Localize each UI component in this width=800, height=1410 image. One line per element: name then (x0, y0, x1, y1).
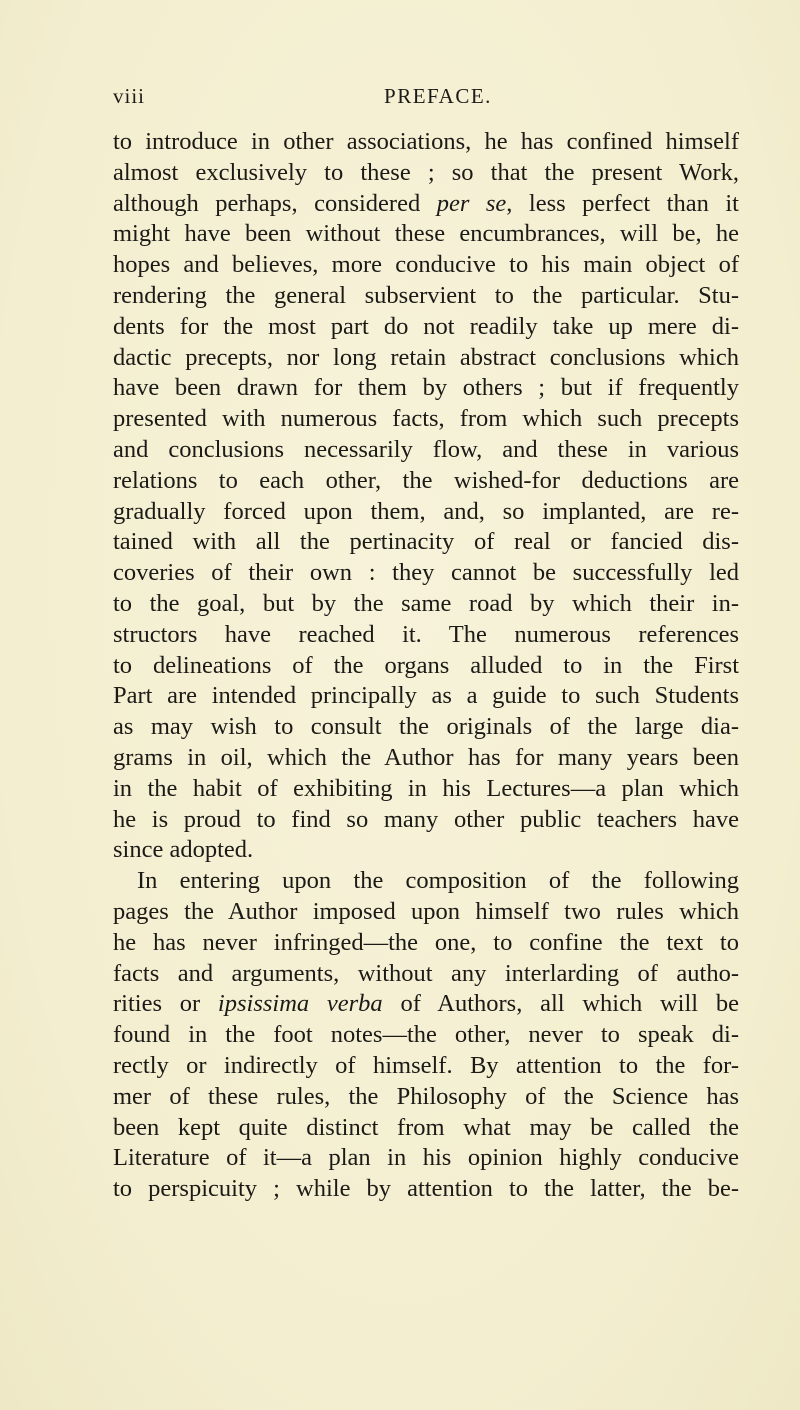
text-line: mer of these rules, the Philosophy of the Science has (113, 1082, 739, 1110)
text-line: Literature of it—a plan in his opinion highly conducive (113, 1144, 739, 1172)
page-header (113, 84, 733, 116)
text-line: dents for the most part do not readily take up mere di- (113, 312, 739, 340)
text-line: facts and arguments, without any interlarding of autho- (113, 959, 739, 987)
text-line: been kept quite distinct from what may be called the (113, 1113, 739, 1141)
text-line: Part are intended principally as a guide to such Students (113, 682, 739, 710)
text-line: to perspicuity ; while by attention to the latter, the be- (113, 1175, 739, 1203)
running-head: PREFACE. (384, 84, 492, 108)
text-line: dactic precepts, nor long retain abstract conclusions which (113, 343, 739, 371)
text-line: as may wish to consult the originals of the large dia- (113, 713, 739, 741)
text-line: hopes and believes, more conducive to his main object of (113, 251, 739, 279)
text-line: presented with numerous facts, from which such precepts (113, 405, 739, 433)
text-line: relations to each other, the wished-for deductions are (113, 466, 739, 494)
text-line: he has never infringed—the one, to confine the text to (113, 928, 739, 956)
italic-phrase: per se (436, 189, 507, 217)
body-text (113, 127, 739, 1205)
text-line: to delineations of the organs alluded to in the First (113, 651, 739, 679)
text-line: rectly or indirectly of himself. By attention to the for- (113, 1051, 739, 1079)
text-line: he is proud to find so many other public teachers have (113, 805, 739, 833)
text-line: coveries of their own : they cannot be successfully led (113, 559, 739, 587)
italic-phrase: ipsissima verba (217, 990, 383, 1018)
text-line: might have been without these encumbrances, will be, he (113, 220, 739, 248)
text-line: in the habit of exhibiting in his Lectures—a plan which (113, 774, 739, 802)
text-line: rities or ipsissima verba of Authors, all which will be (113, 990, 739, 1018)
text-line: rendering the general subservient to the particular. Stu- (113, 281, 739, 309)
text-line: structors have reached it. The numerous references (113, 620, 739, 648)
text-line: and conclusions necessarily flow, and these in various (113, 435, 739, 463)
text-line: have been drawn for them by others ; but if frequently (113, 374, 739, 402)
text-line: tained with all the pertinacity of real or fancied dis- (113, 528, 739, 556)
page-number: viii (113, 84, 146, 108)
paragraph-start-line: In entering upon the composition of the following (137, 867, 739, 895)
text-line: gradually forced upon them, and, so implanted, are re- (113, 497, 739, 525)
text-line: to introduce in other associations, he has confined himself (113, 128, 739, 155)
text-line: grams in oil, which the Author has for many years been (113, 743, 739, 771)
text-line: although perhaps, considered per se, less perfect than it (113, 189, 739, 217)
text-line: to the goal, but by the same road by which their in- (113, 589, 739, 617)
text-line: pages the Author imposed upon himself two rules which (113, 897, 739, 925)
text-line: almost exclusively to these ; so that the present Work, (113, 158, 739, 186)
paragraph-end-line: since adopted. (113, 836, 254, 864)
text-line: found in the foot notes—the other, never to speak di- (113, 1021, 739, 1049)
